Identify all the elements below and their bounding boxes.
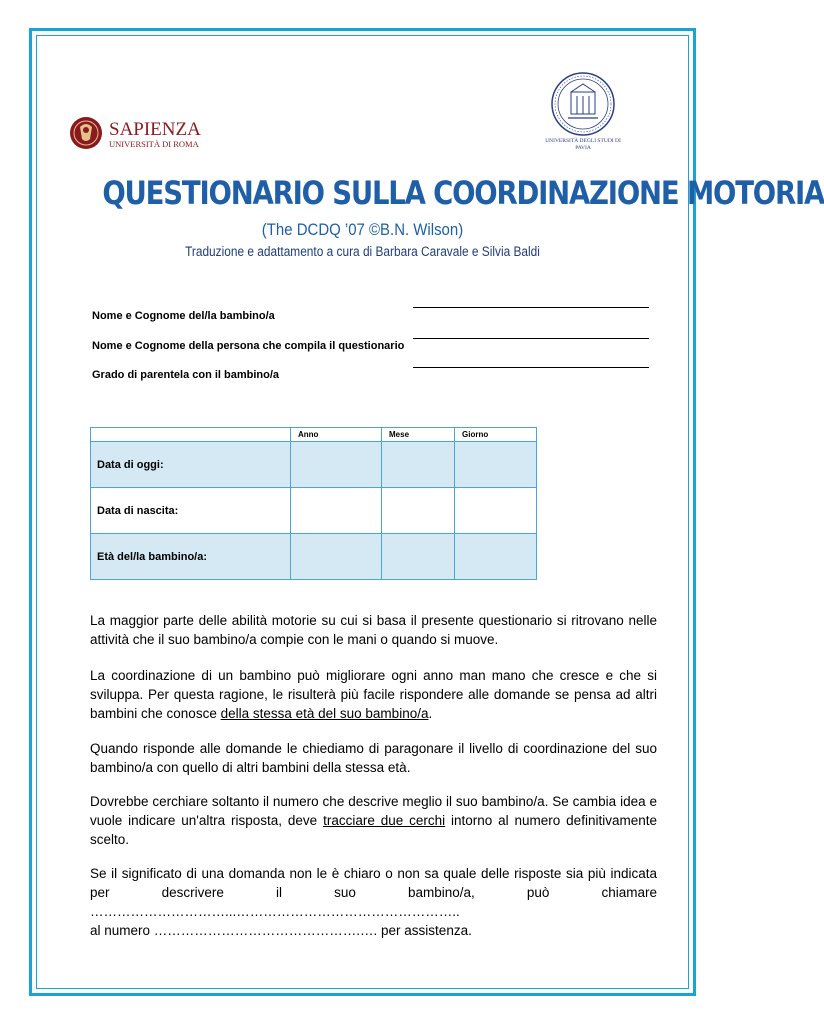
table-row-today <box>91 442 537 488</box>
birth-year-cell[interactable] <box>291 488 382 534</box>
page-title: QUESTIONARIO SULLA COORDINAZIONE MOTORIA <box>102 174 824 212</box>
today-month-cell[interactable] <box>382 442 455 488</box>
sapienza-logo-university: UNIVERSITÀ DI ROMA <box>109 139 199 149</box>
age-month-cell[interactable] <box>382 534 455 580</box>
table-row-age <box>91 534 537 580</box>
row-label-birth: Data di nascita: <box>91 488 291 534</box>
sapienza-logo <box>69 111 209 157</box>
paragraph-assistance <box>90 864 657 940</box>
paragraph-development-text: La coordinazione di un bambino può migliorare ogni anno man mano che cresce e che si sviluppa. Per questa ragione, le risulterà più facile rispondere alle domande se pensa ad altri bambini che conosce <box>90 668 657 721</box>
child-name-label: Nome e Cognome del/la bambino/a <box>92 310 275 322</box>
relationship-label: Grado di parentela con il bambino/a <box>92 369 280 381</box>
compiler-name-label: Nome e Cognome della persona che compila il questionario <box>92 340 405 352</box>
age-year-cell[interactable] <box>291 534 382 580</box>
paragraph-comparison: Quando risponde alle domande le chiediamo di paragonare il livello di coordinazione del suo bambino/a con quello di altri bambini della stessa età. <box>90 741 657 775</box>
row-label-age: Età del/la bambino/a: <box>91 534 291 580</box>
paragraph-development <box>90 666 657 723</box>
paragraph-instructions-underlined: tracciare due cerchi <box>323 813 446 828</box>
child-name-line[interactable] <box>413 307 649 308</box>
birth-month-cell[interactable] <box>382 488 455 534</box>
table-header-row <box>91 428 537 442</box>
paragraph-development-end: . <box>428 706 433 721</box>
relationship-line[interactable] <box>413 367 649 368</box>
paragraph-intro: La maggior parte delle abilità motorie su cui si basa il presente questionario si ritrovano nelle attività che il suo bambino/a compie con le mani o quando si muove. <box>90 613 657 647</box>
compiler-name-line[interactable] <box>413 338 649 339</box>
translation-credits: Traduzione e adattamento a cura di Barbara Caravale e Silvia Baldi <box>185 244 540 259</box>
paragraph-instructions <box>90 792 657 849</box>
paragraph-instructions-end: intorno al numero definitivamente scelto. <box>90 813 657 847</box>
birth-day-cell[interactable] <box>455 488 537 534</box>
age-day-cell[interactable] <box>455 534 537 580</box>
table-header-year: Anno <box>291 428 382 442</box>
page-subtitle: (The DCDQ ’07 ©B.N. Wilson) <box>261 220 464 239</box>
table-row-birth <box>91 488 537 534</box>
paragraph-instructions-text: Dovrebbe cerchiare soltanto il numero che descrive meglio il suo bambino/a. Se cambia idea e vuole indicare un'altra risposta, deve <box>90 794 657 828</box>
paragraph-development-underlined: della stessa età del suo bambino/a <box>220 706 429 721</box>
paragraph-assistance-number: al numero ……………………………………….…. per assistenza. <box>90 923 472 938</box>
today-day-cell[interactable] <box>455 442 537 488</box>
table-header-day: Giorno <box>455 428 537 442</box>
sapienza-logo-name: SAPIENZA <box>109 119 201 140</box>
table-header-empty <box>91 428 291 442</box>
pavia-seal-caption: UNIVERSITÀ DEGLI STUDI DI PAVIA <box>545 138 621 151</box>
paragraph-assistance-text: Se il significato di una domanda non le è chiaro o non sa quale delle risposte sia più indicata per descrivere il suo bambino/a, può chiamare …………………………...………………………………………….. <box>90 866 657 919</box>
today-year-cell[interactable] <box>291 442 382 488</box>
table-header-month: Mese <box>382 428 455 442</box>
row-label-today: Data di oggi: <box>91 442 291 488</box>
dates-table <box>90 427 537 580</box>
